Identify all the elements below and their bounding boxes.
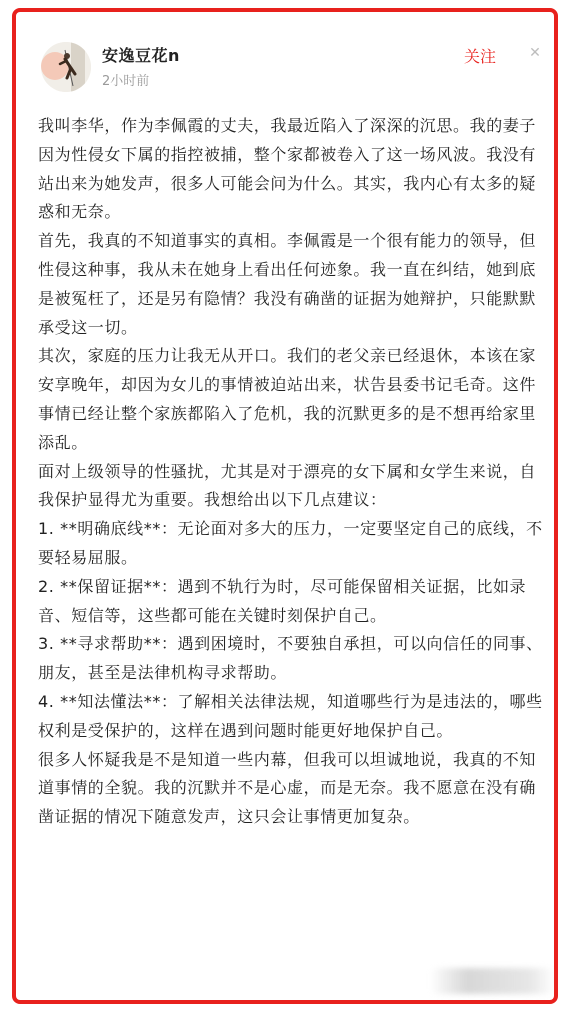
post-frame bbox=[12, 8, 558, 1004]
avatar[interactable] bbox=[41, 42, 91, 92]
list-item: 3. **寻求帮助**：遇到困境时，不要独自承担，可以向信任的同事、朋友，甚至是法律机构寻求帮助。 bbox=[38, 634, 543, 683]
paragraph: 面对上级领导的性骚扰，尤其是对于漂亮的女下属和女学生来说，自我保护显得尤为重要。我想给出以下几点建议： bbox=[38, 461, 537, 510]
list-item: 2. **保留证据**：遇到不轨行为时，尽可能保留相关证据，比如录音、短信等，这些都可能在关键时刻保护自己。 bbox=[38, 576, 527, 625]
list-item: 4. **知法懂法**：了解相关法律法规，知道哪些行为是违法的，哪些权利是受保护的，这样在遇到问题时能更好地保护自己。 bbox=[38, 691, 543, 740]
paragraph: 其次，家庭的压力让我无从开口。我们的老父亲已经退休，本该在家安享晚年，却因为女儿的事情被迫站出来，状告县委书记毛奇。这件事情已经让整个家族都陷入了危机，我的沉默更多的是不想再给家里添乱。 bbox=[38, 346, 537, 452]
post-time: 2小时前 bbox=[102, 74, 150, 89]
close-icon[interactable]: ✕ bbox=[529, 45, 541, 61]
paragraph: 首先，我真的不知道事实的真相。李佩霞是一个很有能力的领导，但性侵这种事，我从未在她身上看出任何迹象。我一直在纠结，她到底是被冤枉了，还是另有隐情？我没有确凿的证据为她辩护，只能默默承受这一切。 bbox=[38, 231, 537, 337]
follow-button[interactable]: 关注 bbox=[464, 47, 497, 66]
post-header bbox=[16, 12, 554, 98]
watermark-blur bbox=[430, 968, 555, 994]
paragraph: 很多人怀疑我是不是知道一些内幕，但我可以坦诚地说，我真的不知道事情的全貌。我的沉默并不是心虚，而是无奈。我不愿意在没有确凿证据的情况下随意发声，这只会让事情更加复杂。 bbox=[38, 749, 537, 827]
list-item: 1. **明确底线**：无论面对多大的压力，一定要坚定自己的底线，不要轻易屈服。 bbox=[38, 519, 543, 567]
climber-avatar-icon bbox=[41, 42, 91, 92]
paragraph: 我叫李华，作为李佩霞的丈夫，我最近陷入了深深的沉思。我的妻子因为性侵女下属的指控被捕，整个家都被卷入了这一场风波。我没有站出来为她发声，很多人可能会问为什么。其实，我内心有太多的疑惑和无奈。 bbox=[38, 116, 537, 222]
post-body bbox=[38, 112, 548, 832]
author-name[interactable]: 安逸豆花n bbox=[102, 46, 180, 65]
